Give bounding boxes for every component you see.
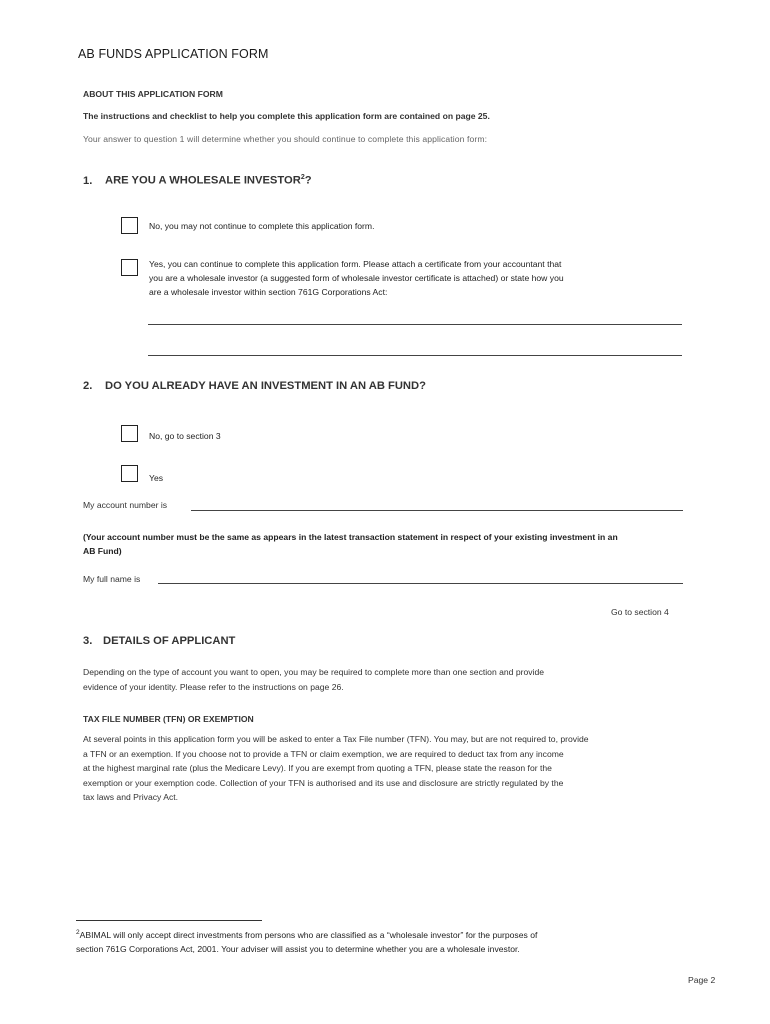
section3-intro-line1: Depending on the type of account you want to open, you may be required to complete more than one section and provide (83, 667, 545, 677)
section1-superscript: 2 (300, 174, 305, 181)
account-number-field[interactable] (191, 510, 683, 511)
section3-title: DETAILS OF APPLICANT (103, 635, 236, 647)
wholesale-yes-checkbox[interactable] (121, 259, 138, 276)
account-note-line1: (Your account number must be the same as appears in the latest transaction statement in respect of your existing investment in an (83, 532, 618, 542)
footnote (76, 926, 537, 956)
about-instructions: The instructions and checklist to help you complete this application form are contained on page 25. (83, 111, 490, 121)
account-note-line2: AB Fund) (83, 546, 122, 556)
section1-heading (83, 174, 312, 187)
page-number: Page 2 (688, 975, 716, 985)
section3-intro (83, 665, 544, 694)
wholesale-no-checkbox[interactable] (121, 217, 138, 234)
full-name-field[interactable] (158, 583, 683, 584)
wholesale-yes-line1: Yes, you can continue to complete this application form. Please attach a certificate from your accountant that (149, 259, 562, 269)
wholesale-yes-line2: you are a wholesale investor (a suggested form of wholesale investor certificate is attached) or state how you (149, 273, 564, 283)
document-title: AB FUNDS APPLICATION FORM (78, 47, 269, 61)
section1-title-suffix: ? (304, 174, 312, 187)
section3-heading (83, 635, 235, 647)
section3-intro-line2: evidence of your identity. Please refer to the instructions on page 26. (83, 681, 344, 692)
tfn-heading: TAX FILE NUMBER (TFN) OR EXEMPTION (83, 714, 254, 724)
investment-no-checkbox[interactable] (121, 425, 138, 442)
about-heading: ABOUT THIS APPLICATION FORM (83, 89, 223, 99)
full-name-label: My full name is (83, 574, 141, 584)
section2-number: 2. (83, 380, 93, 392)
wholesale-yes-line3: are a wholesale investor within section 761G Corporations Act: (149, 287, 388, 297)
investment-yes-checkbox[interactable] (121, 465, 138, 482)
tfn-line4: exemption or your exemption code. Collection of your TFN is authorised and its use and disclosure are strictly regulated by the (83, 777, 564, 788)
footnote-marker: 2 (76, 929, 80, 936)
wholesale-reason-line-1[interactable] (148, 324, 682, 325)
wholesale-yes-label (149, 257, 564, 299)
footnote-line2: section 761G Corporations Act, 2001. Your adviser will assist you to determine whether you are a wholesale investor. (76, 943, 520, 954)
tfn-line3: at the highest marginal rate (plus the Medicare Levy). If you are exempt from quoting a TFN, please state the reason for the (83, 763, 552, 773)
account-number-label: My account number is (83, 500, 168, 510)
section1-title: ARE YOU A WHOLESALE INVESTOR (105, 174, 301, 187)
about-note: Your answer to question 1 will determine whether you should continue to complete this application form: (83, 134, 488, 144)
footnote-divider (76, 920, 262, 921)
section2-heading (83, 380, 426, 392)
section3-number: 3. (83, 635, 93, 647)
footnote-line1: ABIMAL will only accept direct investments from persons who are classified as a “wholesale investor” for the purposes of (79, 929, 538, 940)
wholesale-reason-line-2[interactable] (148, 355, 682, 356)
tfn-line2: a TFN or an exemption. If you choose not to provide a TFN or claim exemption, we are required to deduct tax from any income (83, 748, 564, 759)
account-number-note (83, 530, 618, 558)
section1-number: 1. (83, 174, 93, 187)
tfn-paragraph (83, 732, 693, 805)
investment-yes-label: Yes (149, 473, 164, 483)
tfn-line1: At several points in this application form you will be asked to enter a Tax File number (TFN). You may, but are not required to, provide (83, 734, 589, 744)
section2-title: DO YOU ALREADY HAVE AN INVESTMENT IN AN AB FUND? (105, 380, 426, 392)
wholesale-no-label: No, you may not continue to complete this application form. (149, 221, 375, 231)
investment-no-label: No, go to section 3 (149, 431, 221, 441)
goto-section4: Go to section 4 (611, 607, 669, 617)
tfn-line5: tax laws and Privacy Act. (83, 792, 179, 802)
